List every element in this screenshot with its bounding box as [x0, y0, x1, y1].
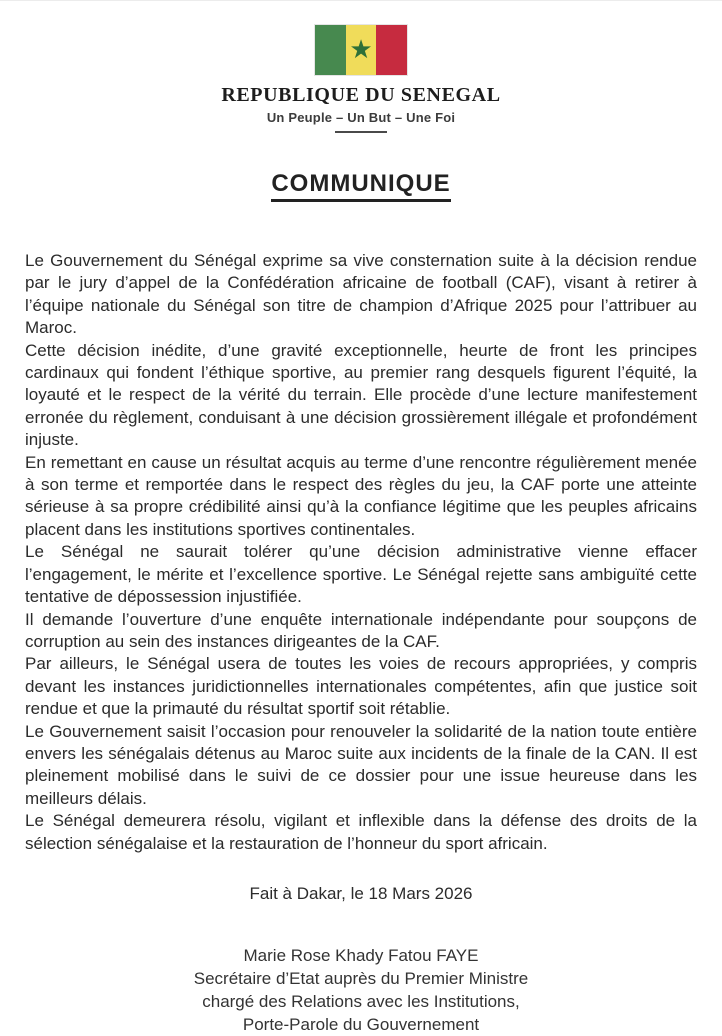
document-body: [25, 250, 697, 855]
paragraph-5: Il demande l’ouverture d’une enquête internationale indépendante pour soupçons de corruption au sein des instances dirigeantes de la CAF.: [25, 609, 697, 651]
signature-block: [0, 944, 722, 1036]
paragraph-4: Le Sénégal ne saurait tolérer qu’une décision administrative vienne effacer l’engagement, le mérite et l’excellence sportive. Le Sénégal rejette sans ambiguïté cette tentative de dépossession injustifiée.: [25, 542, 697, 607]
paragraph-3: En remettant en cause un résultat acquis au terme d’une rencontre régulièrement menée à son terme et remportée dans le respect des règles du jeu, la CAF porte une atteinte sérieuse à sa propre crédibilité ainsi qu’à la confiance légitime que les peuples africains placent dans les institutions sportives continentales.: [25, 452, 697, 539]
paragraph-7: Le Gouvernement saisit l’occasion pour renouveler la solidarité de la nation toute entière envers les sénégalais détenus au Maroc suite aux incidents de la finale de la CAN. Il est pleinement mobilisé dans le suivi de ce dossier pour une issue heureuse dans les meilleurs délais.: [25, 721, 697, 808]
document-header: [0, 1, 722, 133]
flag-red-stripe: [376, 25, 407, 75]
signatory-title-continued: chargé des Relations avec les Institutions,: [202, 991, 520, 1011]
senegal-flag-icon: [315, 25, 407, 75]
signatory-name: Marie Rose Khady Fatou FAYE: [243, 945, 479, 965]
star-icon: ★: [349, 33, 373, 64]
signatory-title: Secrétaire d’Etat auprès du Premier Ministre: [193, 968, 529, 988]
dateline: Fait à Dakar, le 18 Mars 2026: [249, 883, 473, 903]
flag-green-stripe: [315, 25, 346, 75]
paragraph-1: Le Gouvernement du Sénégal exprime sa vive consternation suite à la décision rendue par le jury d’appel de la Confédération africaine de football (CAF), visant à retirer à l’équipe nationale du Sénégal son titre de champion d’Afrique 2025 pour l’attribuer au Maroc.: [25, 251, 697, 338]
flag-yellow-stripe: [346, 25, 377, 75]
document-title: COMMUNIQUE: [271, 170, 450, 202]
paragraph-8: Le Sénégal demeurera résolu, vigilant et inflexible dans la défense des droits de la sélection sénégalaise et la restauration de l’honneur du sport africain.: [25, 811, 697, 853]
motto-divider: [335, 131, 387, 133]
paragraph-2: Cette décision inédite, d’une gravité exceptionnelle, heurte de front les principes cardinaux qui fondent l’éthique sportive, au premier rang desquels figurent l’équité, la loyauté et le respect de la vérité du terrain. Elle procède d’une lecture manifestement erronée du règlement, conduisant à une décision grossièrement illégale et profondément injuste.: [25, 340, 697, 450]
title-row: [0, 170, 722, 202]
paragraph-6: Par ailleurs, le Sénégal usera de toutes les voies de recours appropriées, y compris devant les instances juridictionnelles internationales compétentes, afin que justice soit rendue et que la primauté du résultat sportif soit rétablie.: [25, 654, 697, 719]
national-motto: Un Peuple – Un But – Une Foi: [266, 110, 456, 125]
republic-title: REPUBLIQUE DU SENEGAL: [221, 84, 501, 106]
signatory-role: Porte-Parole du Gouvernement: [242, 1014, 480, 1034]
